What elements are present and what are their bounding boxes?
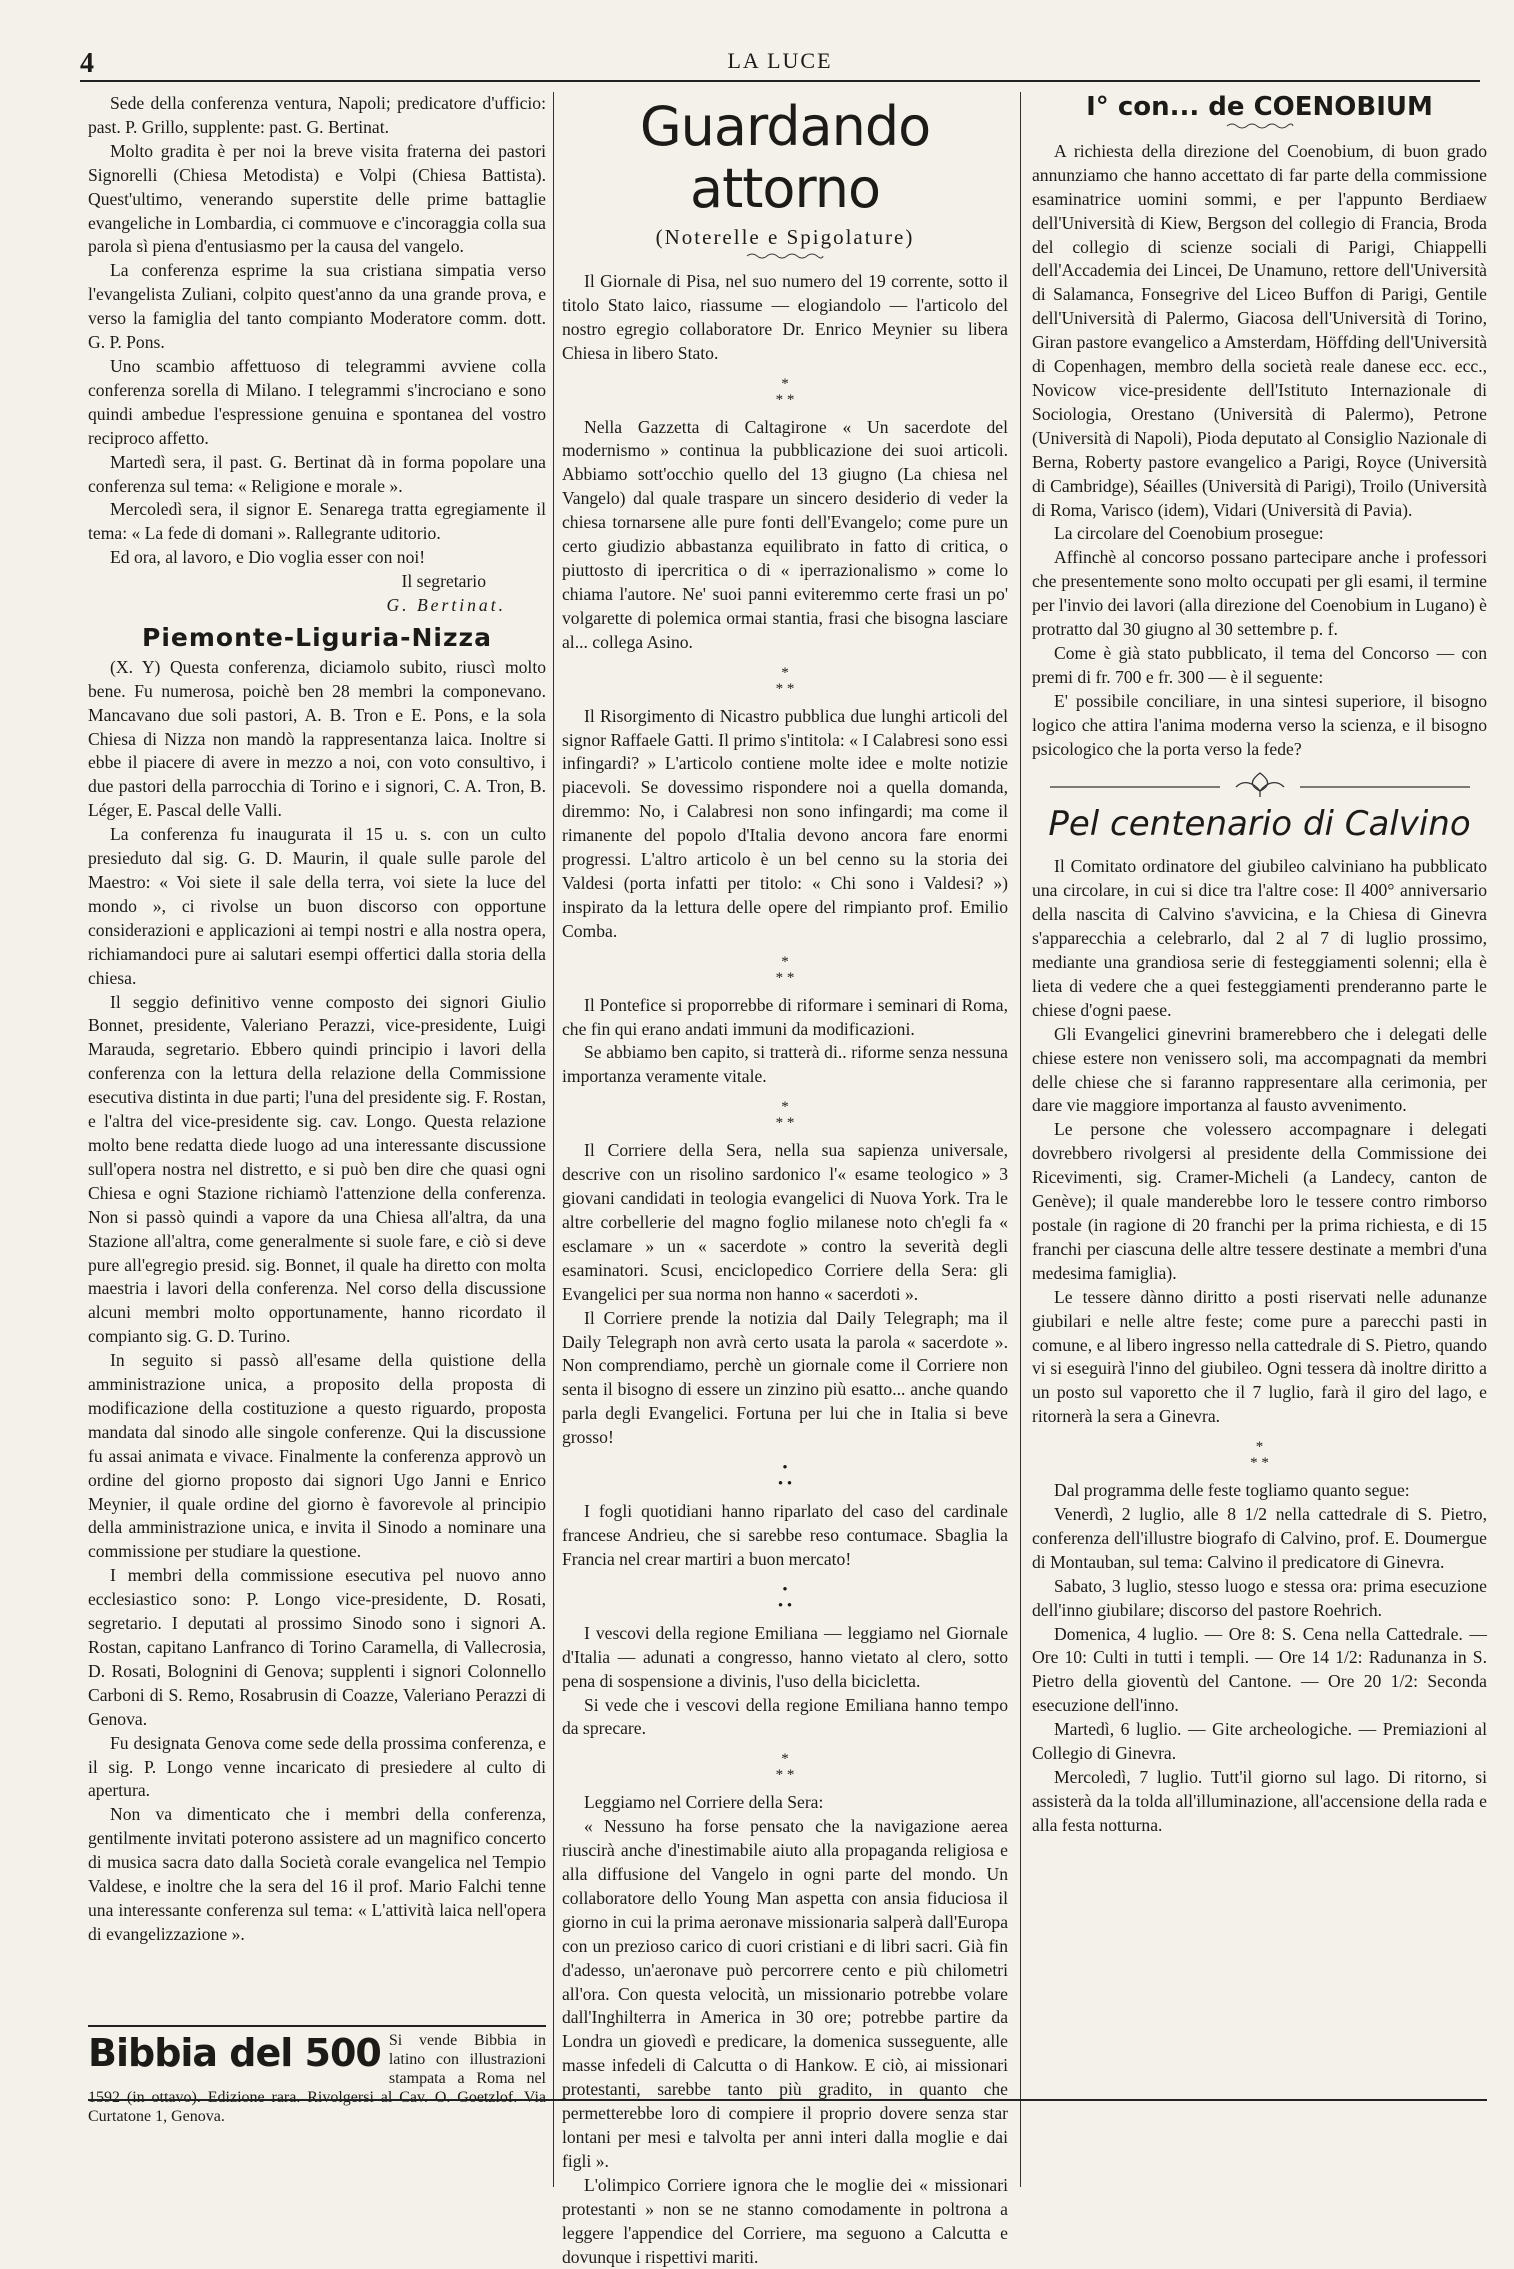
dots-ornament-icon: • • • bbox=[777, 1581, 793, 1614]
footer-rule bbox=[88, 2099, 1487, 2101]
asterism-icon: * * * bbox=[775, 1099, 795, 1132]
article-subtitle: (Noterelle e Spigolature) bbox=[655, 225, 915, 249]
paragraph: Come è già stato pubblicato, il tema del Concorso — con premi di fr. 700 e fr. 300 — è il seguente: bbox=[1032, 642, 1487, 687]
paragraph: Affinchè al concorso possano partecipare anche i professori che presentemente sono molto occupati per gli esami, il termine per l'invio dei lavori (alla direzione del Coenobium in Lugano) è protratto dal 30 giugno al 30 settembre p. f. bbox=[1032, 547, 1487, 640]
paragraph: La conferenza esprime la sua cristiana simpatia verso l'evangelista Zuliani, colpito quest'anno da una grande prova, e verso la famiglia del tanto compianto Moderatore comm. dott. G. P. Pons. bbox=[88, 260, 546, 353]
paragraph: Mercoledì sera, il signor E. Senarega tratta egregiamente il tema: « La fede di domani ». Rallegrante uditorio. bbox=[88, 499, 546, 544]
page-number: 4 bbox=[80, 48, 94, 79]
paragraph: Gli Evangelici ginevrini bramerebbero che i delegati delle chiese estere non venissero soli, ma accompagnati da membri delle chiese che si faranno rappresentare alla cerimonia, per dare vie maggiore importanza al fausto avvenimento. bbox=[1032, 1023, 1487, 1116]
column-3 bbox=[1032, 92, 1487, 1838]
signature-title: Il segretario bbox=[401, 571, 486, 592]
paragraph: « Nessuno ha forse pensato che la navigazione aerea riuscirà anche d'inestimabile aiuto alla propaganda religiosa e alla diffusione del Vangelo in ogni parte del mondo. Un collaboratore dello Young Man aspetta con ansia fiduciosa il giorno in cui la prima aeronave missionaria salperà dall'Europa con un prezioso carico di cuori cristiani e di libri sacri. Già fin d'adesso, un'aeronave può percorrere cento e più chilometri all'ora. Con questa velocità, un missionario potrebbe volare dall'Inghilterra in America in 30 ore; potrebbe partire da Londra un giovedì e predicare, la domenica susseguente, alle masse infedeli di Calcutta o di Hankow. E ciò, ai missionari protestanti, sarebbe tanto più gradito, in quanto che permetterebbe loro di compiere il proprio dovere senza star lontani per mesi e talvolta per anni interi dalla moglie e dai figli ». bbox=[562, 1816, 1008, 2171]
paragraph: La circolare del Coenobium prosegue: bbox=[1054, 523, 1324, 544]
paragraph: Sabato, 3 luglio, stesso luogo e stessa ora: prima esecuzione dell'inno giubilare; discorso del pastore Roehrich. bbox=[1032, 1575, 1487, 1620]
section-heading: Pel centenario di Calvino bbox=[1048, 804, 1471, 845]
paragraph: Il Corriere della Sera, nella sua sapienza universale, descrive con un risolino sardonico l'« esame teologico » 3 giovani candidati in teologia evangelici di Nuova York. Tra le altre corbellerie del magno foglio milanese noto ch'egli fa « esclamare » un « sacerdote » contro la severità degli esaminatori. Scusi, enciclopedico Corriere della Sera: gli Evangelici per sua norma non hanno « sacerdoti ». bbox=[562, 1140, 1008, 1304]
paragraph: Uno scambio affettuoso di telegrammi avviene colla conferenza sorella di Milano. I telegrammi s'incrociano e sono quindi ambedue l'espressione genuina e spontanea del vostro reciproco affetto. bbox=[88, 355, 546, 448]
column-1 bbox=[88, 92, 546, 1947]
paragraph: Venerdì, 2 luglio, alle 8 1/2 nella cattedrale di S. Pietro, conferenza dell'illustre biografo di Calvino, prof. E. Doumergue di Montauban, sul tema: Calvino il predicatore di Ginevra. bbox=[1032, 1504, 1487, 1572]
paragraph: Sede della conferenza ventura, Napoli; predicatore d'ufficio: past. P. Grillo, supplente: past. G. Bertinat. bbox=[88, 93, 546, 137]
paragraph: Il Pontefice si proporrebbe di riformare i seminari di Roma, che fin qui erano andati immuni da modificazioni. bbox=[562, 994, 1008, 1039]
paragraph: Martedì, 6 luglio. — Gite archeologiche. — Premiazioni al Collegio di Ginevra. bbox=[1032, 1719, 1487, 1764]
paragraph: Il Risorgimento di Nicastro pubblica due lunghi articoli del signor Raffaele Gatti. Il primo s'intitola: « I Calabresi sono essi infingardi? » L'articolo contiene molte idee e molte notizie piacevoli. Se dovessimo rispondere noi a quella domanda, diremmo: No, i Calabresi non sono infingardi; ma come il rimanente del popolo d'Italia devono ancora fare enormi progressi. L'altro articolo è un bel cenno su la storia dei Valdesi (porta infatti per titolo: « Chi sono i Valdesi? ») inspirato da la lettura delle opere del rimpianto prof. Emilio Comba. bbox=[562, 705, 1008, 941]
paragraph: Non va dimenticato che i membri della conferenza, gentilmente invitati poterono assistere ad un magnifico concerto di musica sacra dato dalla Società corale evangelica nel Tempio Valdese, e inoltre che la sera del 16 il prof. Mario Falchi tenne una interessante conferenza sul tema: « L'attività laica nell'opera di evangelizzazione ». bbox=[88, 1804, 546, 1944]
page-header bbox=[80, 48, 1480, 79]
wavy-divider-icon bbox=[745, 252, 825, 260]
paragraph: Il seggio definitivo venne composto dei signori Giulio Bonnet, presidente, Valeriano Perazzi, vice-presidente, Luigi Marauda, segretario. Ebbero quindi principio i lavori della conferenza con la lettura della relazione della Commissione esecutiva distinta in due parti; l'una del presidente sig. F. Rostan, e l'altra del vice-presidente sig. cav. Longo. Questa relazione molto bene redatta diede luogo ad una interessante discussione sull'opera nostra nel distretto, e si può ben dire che quasi ogni Chiesa e ogni Stazione richiamò l'attenzione della conferenza. Non si passò quindi a vapore da una Chiesa all'altra, da una Stazione all'altra, come generalmente si suole fare, e ciò si deve pure all'egregio presid. sig. Bonnet, il quale ha diretto con molta maestria i lavori della conferenza. Nel corso della discussione alcuni membri molto opportunamente, hanno ricordato il compianto sig. G. D. Turino. bbox=[88, 991, 546, 1347]
paragraph: Il Comitato ordinatore del giubileo calviniano ha pubblicato una circolare, in cui si dice tra l'altre cose: Il 400° anniversario della nascita di Calvino s'avvicina, e la Chiesa di Ginevra s'apparecchia a celebrarlo, dal 2 al 7 di luglio prossimo, mediante una grandiosa serie di festeggiamenti solenni; ella è lieta di vedere che a quei festeggiamenti prenderanno parte le chiese d'ogni paese. bbox=[1032, 856, 1487, 1020]
paragraph: Le tessere dànno diritto a posti riservati nelle adunanze giubilari e nelle altre feste; come pure a parecchi pasti in comune, e al libero ingresso nella cattedrale di S. Pietro, quando vi si eseguirà l'inno del giubileo. Ogni tessera dà inoltre diritto a un posto sul vaporetto che il 7 luglio, farà il giro del lago, e ritornerà la sera a Ginevra. bbox=[1032, 1286, 1487, 1427]
paragraph: Leggiamo nel Corriere della Sera: bbox=[584, 1792, 824, 1813]
paragraph: Se abbiamo ben capito, si tratterà di.. riforme senza nessuna importanza veramente vitale. bbox=[562, 1042, 1008, 1087]
paragraph: Domenica, 4 luglio. — Ore 8: S. Cena nella Cattedrale. — Ore 10: Culti in tutti i templi. — Ore 14 1/2: Radunanza in S. Pietro della gioventù del Cantone. — Ore 20 1/2: Seconda esecuzione dell'inno. bbox=[1032, 1623, 1487, 1716]
paragraph: (X. Y) Questa conferenza, diciamolo subito, riuscì molto bene. Fu numerosa, poichè ben 28 membri la componevano. Mancavano due soli pastori, A. B. Tron e E. Pons, e la sola Chiesa di Nizza non mandò la rappresentanza laica. Inoltre si ebbe il piacere di avere in mezzo a noi, con voto consultivo, i due pastori della parrocchia di Torino e i signori, C. A. Tron, B. Léger, E. Pascal delle Valli. bbox=[88, 656, 546, 821]
paragraph: I membri della commissione esecutiva pel nuovo anno ecclesiastico sono: P. Longo vice-presidente, D. Rosati, segretario. I deputati al prossimo Sinodo sono i signori A. Rostan, capitano Lanfranco di Torino Caramella, di Vallecrosia, D. Rosati, Bolognini di Genova; supplenti i signori Colonnello Carboni di S. Remo, Rosabrusin di Coazze, Valeriano Perazzi di Genova. bbox=[88, 1565, 546, 1729]
asterism-icon: * * * bbox=[775, 375, 795, 408]
paragraph: Si vede che i vescovi della regione Emiliana hanno tempo da sprecare. bbox=[562, 1694, 1008, 1739]
paragraph: L'olimpico Corriere ignora che le moglie dei « missionari protestanti » non se ne stanno comodamente in poltrona a leggere l'appendice del Corriere, ma seguono a Calcutta e dovunque i rispettivi mariti. bbox=[562, 2174, 1008, 2267]
asterism-icon: * * * bbox=[775, 953, 795, 986]
fleuron-divider-icon bbox=[1040, 769, 1480, 799]
section-heading: Piemonte-Liguria-Nizza bbox=[142, 622, 492, 652]
article-title: I° con... de COENOBIUM bbox=[1086, 92, 1433, 122]
paragraph: Fu designata Genova come sede della prossima conferenza, e il sig. P. Longo venne incaricato di presiedere al culto di apertura. bbox=[88, 1732, 546, 1801]
paragraph: In seguito si passò all'esame della quistione della amministrazione unica, a proposito della proposta di modificazione della costituzione a questo riguardo, proposta mandata dal sinodo alle singole conferenze. Qui la discussione fu assai animata e vivace. Finalmente la conferenza approvò un ordine del giorno proposto dai signori Ugo Janni e Enrico Meynier, il quale ordine del giorno è favorevole al principio della amministrazione unica, e invita il Sinodo a nominare una commissione per studiare la questione. bbox=[88, 1350, 546, 1562]
column-2 bbox=[562, 92, 1008, 2269]
column-divider bbox=[1020, 92, 1021, 2187]
asterism-icon: * * * bbox=[775, 1751, 795, 1784]
paragraph: I fogli quotidiani hanno riparlato del caso del cardinale francese Andrieu, che si sarebbe reso contumace. Sbaglia la Francia nel crear martiri a buon mercato! bbox=[562, 1501, 1008, 1569]
paragraph: Il Corriere prende la notizia dal Daily Telegraph; ma il Daily Telegraph non avrà certo usata la parola « sacerdote ». Non comprendiamo, perchè un giornale come il Corriere non senta il bisogno di essere un zinzino più esatto... anche quando parla degli Evangelici. Fortuna per lui che in Italia si beve grosso! bbox=[562, 1307, 1008, 1448]
classified-ad bbox=[88, 2025, 546, 2126]
paragraph: Martedì sera, il past. G. Bertinat dà in forma popolare una conferenza sul tema: « Religione e morale ». bbox=[88, 451, 546, 496]
paragraph: Dal programma delle feste togliamo quanto segue: bbox=[1054, 1480, 1410, 1501]
paragraph: Le persone che volessero accompagnare i delegati dovrebbero rivolgersi al presidente della Commissione dei Ricevimenti, sig. Cramer-Micheli (a Landecy, canton de Genève); il quale manderebbe loro le tessere contro rimborso postale (in ragione di 20 franchi per la prima richiesta, e di 15 franchi per ciascuna delle altre tessere destinate a membri d'una medesima famiglia). bbox=[1032, 1119, 1487, 1283]
paragraph: Il Giornale di Pisa, nel suo numero del 19 corrente, sotto il titolo Stato laico, riassume — elogiandolo — l'articolo del nostro egregio collaboratore Dr. Enrico Meynier su libera Chiesa in libero Stato. bbox=[562, 270, 1008, 363]
paragraph: I vescovi della regione Emiliana — leggiamo nel Giornale d'Italia — adunati a congresso, hanno vietato al clero, sotto pena di sospensione a divinis, l'uso della bicicletta. bbox=[562, 1622, 1008, 1691]
dots-ornament-icon: • • • bbox=[777, 1460, 793, 1493]
column-divider bbox=[553, 92, 554, 2187]
paragraph: Nella Gazzetta di Caltagirone « Un sacerdote del modernismo » continua la pubblicazione dei suoi articoli. Abbiamo sott'occhio quello del 13 giugno (La chiesa nel Vangelo) dal quale traspare un sincero desiderio di veder la chiesa tornarsene alle pure fonti dell'Evangelo; come pure un certo giudizio abbastanza equilibrato in fatto di critica, o piuttosto di ipercritica o di « iperrazionalismo » come lo chiama l'autore. Ne' suoi panni eviteremmo certe frasi un po' volgarette di polemica ormai stantia, frasi che bisogna lasciare al... collega Asino. bbox=[562, 416, 1008, 652]
paragraph: Ed ora, al lavoro, e Dio voglia esser con noi! bbox=[110, 547, 426, 568]
asterism-icon: * * * bbox=[1250, 1439, 1269, 1472]
wavy-divider-icon bbox=[1225, 122, 1295, 130]
paragraph: A richiesta della direzione del Coenobium, di buon grado annunziamo che hanno accettato di far parte della commissione esaminatrice uomini sommi, e per l'appunto Berdiaew dell'Università di Kiew, Bergson del collegio di Francia, Broda del collegio di scienze sociali di Parigi, Chiappelli dell'Accademia dei Lincei, De Unamuno, rettore dell'Università di Salamanca, Fonsegrive del Liceo Buffon di Parigi, Gentile dell'Università di Palermo, Giacosa dell'Università di Torino, Giran pastore evangelico a Amsterdam, Höffding dell'Università di Copenhagen, membro della società reale danese ecc. ecc., Novicow vice-presidente dell'Istituto Internazionale di Sociologia, Orestano (Università di Palermo), Petrone (Università di Napoli), Pioda deputato al Consiglio Nazionale di Berna, Roberty pastore evangelico a Parigi, Royce (Università di Cambridge), Séailles (Università di Parigi), Troilo (Università di Roma, Varisco (idem), Vidari (Università di Pavia). bbox=[1032, 140, 1487, 520]
paragraph: Mercoledì, 7 luglio. Tutt'il giorno sul lago. Di ritorno, si assisterà da la tolda all'illuminazione, all'accensione della rada e alla festa notturna. bbox=[1032, 1767, 1487, 1835]
paragraph: Molto gradita è per noi la breve visita fraterna dei pastori Signorelli (Chiesa Metodista) e Volpi (Chiesa Battista). Quest'ultimo, venerando superstite delle prime battaglie evangeliche in Lombardia, ci commuove e c'incoraggia colla sua parola sì piena d'entusiasmo per la causa del vangelo. bbox=[88, 140, 546, 257]
masthead: LA LUCE bbox=[727, 48, 833, 73]
ad-title: Bibbia del 500 bbox=[88, 2031, 381, 2075]
ad-text: Si vende Bibbia in latino con illustrazioni stampata a Roma nel 1592 (in ottavo). Edizione rara. Rivolgersi al Cav. O. Goetzlof. Via Curtatone 1, Genova. bbox=[88, 2032, 546, 2125]
paragraph: La conferenza fu inaugurata il 15 u. s. con un culto presieduto dal sig. G. D. Maurin, il quale sulle parole del Maestro: « Voi siete il sale della terra, voi siete la luce del mondo », ci rivolse un buon discorso con opportune considerazioni e applicazioni ai tempi nostri e alla nostra opera, richiamandoci pure ai salutari esempi offertici dalla storia della chiesa. bbox=[88, 824, 546, 988]
paragraph: E' possibile conciliare, in una sintesi superiore, il bisogno logico che attira l'anima moderna verso la scienza, e il bisogno psicologico che la porta verso la fede? bbox=[1032, 690, 1487, 759]
article-title: Guardando attorno bbox=[639, 95, 931, 220]
header-rule bbox=[80, 80, 1480, 82]
signature-name: G. Bertinat. bbox=[386, 595, 506, 616]
asterism-icon: * * * bbox=[775, 664, 795, 697]
